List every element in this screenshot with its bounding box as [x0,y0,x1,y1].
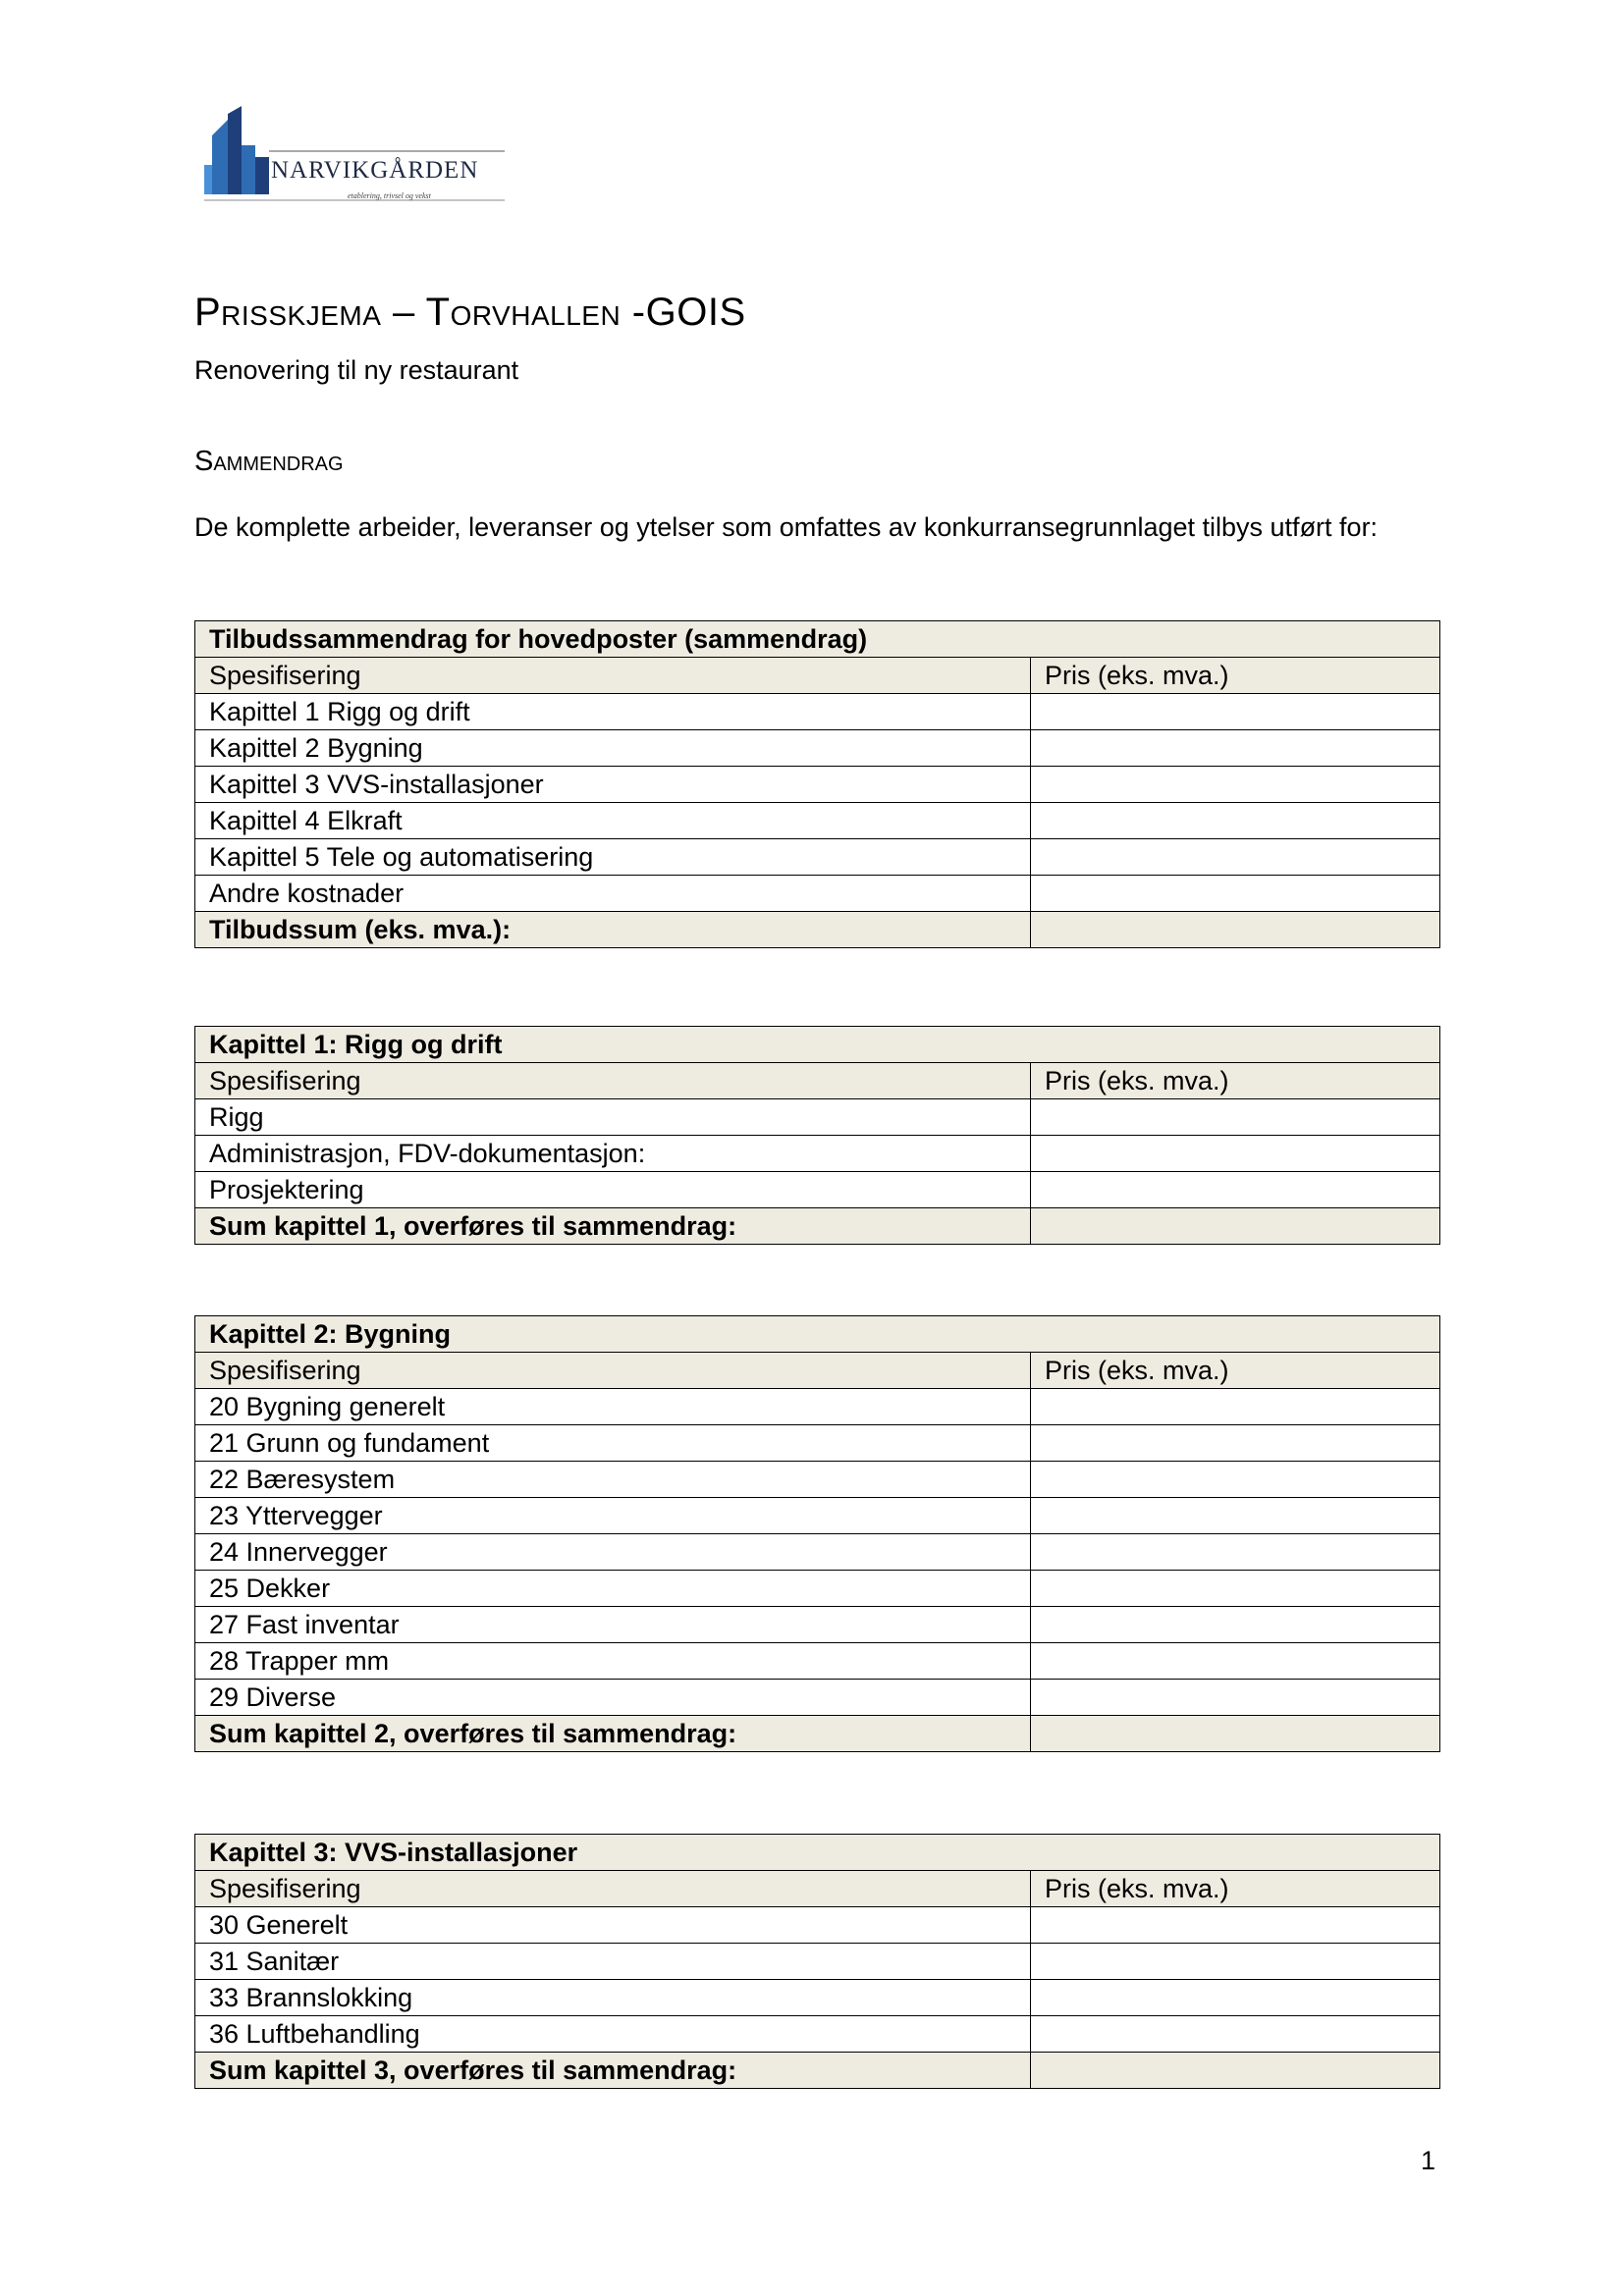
row-label: Andre kostnader [195,876,1031,912]
row-label: Kapittel 3 VVS-installasjoner [195,767,1031,803]
price-cell[interactable] [1031,1425,1440,1462]
chapter-2-table [194,1315,1440,1752]
total-row [195,1716,1440,1752]
table-header-row [195,1027,1440,1063]
table-row [195,730,1440,767]
table-row [195,1643,1440,1680]
column-header-spec: Spesifisering [195,658,1031,694]
table-row [195,1498,1440,1534]
price-cell[interactable] [1031,839,1440,876]
price-cell[interactable] [1031,1907,1440,1944]
price-cell[interactable] [1031,1389,1440,1425]
price-cell[interactable] [1031,730,1440,767]
table-title: Kapittel 1: Rigg og drift [195,1027,1440,1063]
price-cell[interactable] [1031,1643,1440,1680]
company-logo [204,106,509,204]
total-row [195,912,1440,948]
row-label: Rigg [195,1099,1031,1136]
summary-table [194,620,1440,948]
total-label: Tilbudssum (eks. mva.): [195,912,1031,948]
price-cell[interactable] [1031,876,1440,912]
price-cell[interactable] [1031,2016,1440,2053]
table-row [195,1607,1440,1643]
total-price-cell[interactable] [1031,2053,1440,2089]
table-row [195,1462,1440,1498]
page-title: Prisskjema – Torvhallen -GOIS [194,291,746,334]
price-cell[interactable] [1031,803,1440,839]
table-row [195,1571,1440,1607]
table-row [195,839,1440,876]
row-label: Administrasjon, FDV-dokumentasjon: [195,1136,1031,1172]
row-label: Prosjektering [195,1172,1031,1208]
row-label: Kapittel 1 Rigg og drift [195,694,1031,730]
column-header-price: Pris (eks. mva.) [1031,1063,1440,1099]
price-cell[interactable] [1031,1571,1440,1607]
row-label: 31 Sanitær [195,1944,1031,1980]
column-header-spec: Spesifisering [195,1353,1031,1389]
total-row [195,1208,1440,1245]
table-row [195,2016,1440,2053]
row-label: 21 Grunn og fundament [195,1425,1031,1462]
table-title: Kapittel 3: VVS-installasjoner [195,1835,1440,1871]
price-cell[interactable] [1031,1680,1440,1716]
column-header-row [195,1353,1440,1389]
logo-tagline: etablering, trivsel og vekst [348,191,431,200]
total-label: Sum kapittel 3, overføres til sammendrag: [195,2053,1031,2089]
price-cell[interactable] [1031,1944,1440,1980]
table-title: Kapittel 2: Bygning [195,1316,1440,1353]
table-row [195,1980,1440,2016]
row-label: 22 Bæresystem [195,1462,1031,1498]
column-header-spec: Spesifisering [195,1063,1031,1099]
table-row [195,803,1440,839]
row-label: 27 Fast inventar [195,1607,1031,1643]
page-number: 1 [1421,2146,1436,2175]
price-cell[interactable] [1031,767,1440,803]
price-cell[interactable] [1031,1136,1440,1172]
price-cell[interactable] [1031,1172,1440,1208]
price-cell[interactable] [1031,1534,1440,1571]
column-header-spec: Spesifisering [195,1871,1031,1907]
table-row [195,1680,1440,1716]
page-subtitle: Renovering til ny restaurant [194,355,519,385]
intro-text: De komplette arbeider, leveranser og ytelser som omfattes av konkurransegrunnlaget tilbys utført for: [194,512,1379,542]
table-row [195,1907,1440,1944]
table-row [195,1136,1440,1172]
row-label: 25 Dekker [195,1571,1031,1607]
section-heading: Sammendrag [194,446,344,477]
total-label: Sum kapittel 1, overføres til sammendrag: [195,1208,1031,1245]
price-cell[interactable] [1031,1980,1440,2016]
table-row [195,767,1440,803]
chapter-1-table [194,1026,1440,1245]
price-cell[interactable] [1031,1498,1440,1534]
table-row [195,1944,1440,1980]
column-header-price: Pris (eks. mva.) [1031,1871,1440,1907]
row-label: 36 Luftbehandling [195,2016,1031,2053]
column-header-row [195,658,1440,694]
total-price-cell[interactable] [1031,912,1440,948]
column-header-row [195,1871,1440,1907]
table-header-row [195,1835,1440,1871]
row-label: Kapittel 4 Elkraft [195,803,1031,839]
row-label: 30 Generelt [195,1907,1031,1944]
row-label: 29 Diverse [195,1680,1031,1716]
price-cell[interactable] [1031,1607,1440,1643]
price-cell[interactable] [1031,694,1440,730]
table-row [195,1099,1440,1136]
total-row [195,2053,1440,2089]
row-label: 33 Brannslokking [195,1980,1031,2016]
table-row [195,1172,1440,1208]
table-row [195,1425,1440,1462]
logo-name: NARVIKGÅRDEN [271,157,479,184]
chapter-3-table [194,1834,1440,2089]
price-cell[interactable] [1031,1099,1440,1136]
column-header-price: Pris (eks. mva.) [1031,1353,1440,1389]
table-row [195,1389,1440,1425]
table-header-row [195,1316,1440,1353]
column-header-row [195,1063,1440,1099]
total-label: Sum kapittel 2, overføres til sammendrag: [195,1716,1031,1752]
total-price-cell[interactable] [1031,1716,1440,1752]
row-label: 28 Trapper mm [195,1643,1031,1680]
row-label: Kapittel 5 Tele og automatisering [195,839,1031,876]
row-label: 23 Yttervegger [195,1498,1031,1534]
price-cell[interactable] [1031,1462,1440,1498]
row-label: 24 Innervegger [195,1534,1031,1571]
table-title: Tilbudssammendrag for hovedposter (sammendrag) [195,621,1440,658]
table-row [195,1534,1440,1571]
row-label: Kapittel 2 Bygning [195,730,1031,767]
total-price-cell[interactable] [1031,1208,1440,1245]
table-row [195,694,1440,730]
column-header-price: Pris (eks. mva.) [1031,658,1440,694]
building-logo-icon [204,106,509,204]
row-label: 20 Bygning generelt [195,1389,1031,1425]
table-header-row [195,621,1440,658]
table-row [195,876,1440,912]
